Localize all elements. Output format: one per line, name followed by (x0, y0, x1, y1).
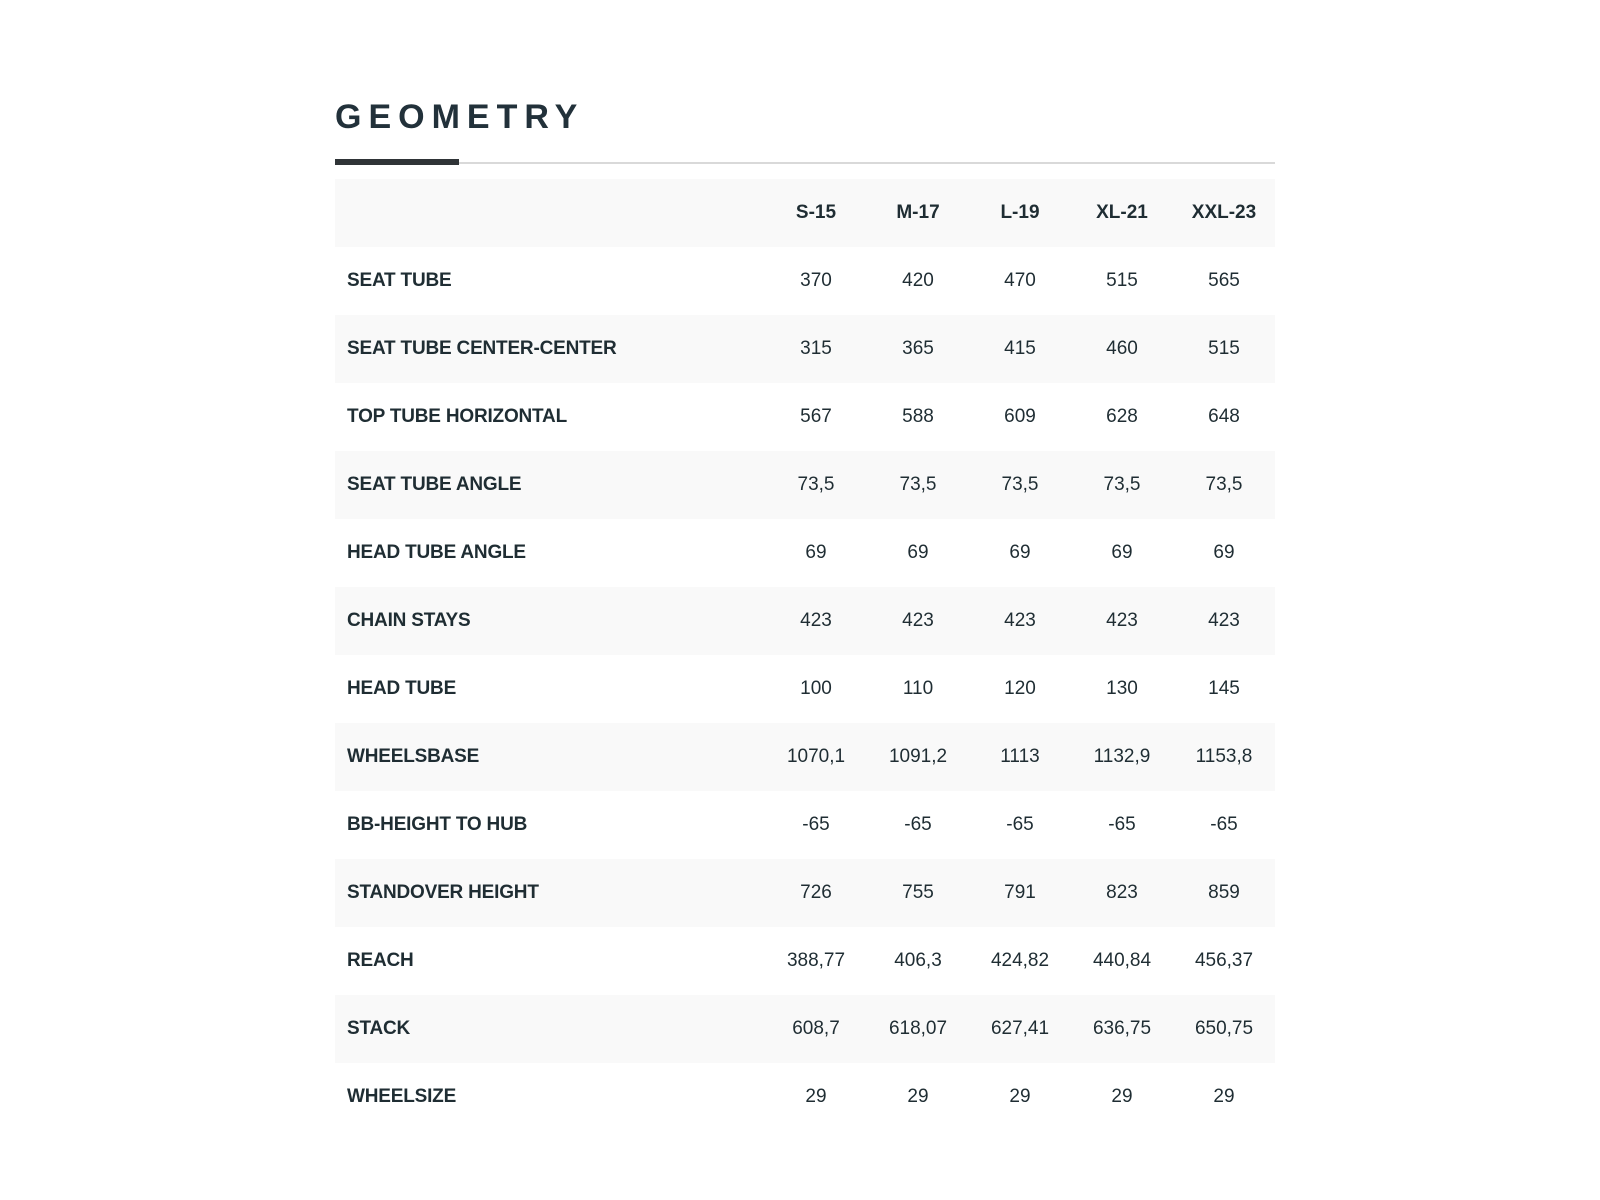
table-row (335, 995, 1275, 1063)
table-cell: 588 (902, 406, 934, 427)
table-cell: 73,5 (1103, 474, 1141, 495)
row-label: CHAIN STAYS (347, 610, 471, 631)
table-row (335, 519, 1275, 587)
table-cell: 406,3 (894, 950, 942, 971)
table-cell: 423 (902, 610, 934, 631)
table-cell: 440,84 (1092, 950, 1152, 971)
table-cell: 315 (800, 338, 832, 359)
table-cell: 791 (1004, 882, 1036, 903)
underline-track (335, 162, 1275, 164)
table-cell: 29 (805, 1086, 827, 1107)
table-cell: 73,5 (899, 474, 937, 495)
geometry-section (335, 92, 1275, 1131)
table-cell: 636,75 (1092, 1018, 1152, 1039)
table-row (335, 859, 1275, 927)
table-cell: 73,5 (1001, 474, 1039, 495)
table-cell: -65 (1108, 814, 1136, 835)
table-cell: 460 (1106, 338, 1138, 359)
table-cell: 69 (1111, 542, 1133, 563)
table-row (335, 383, 1275, 451)
table-cell: 69 (1009, 542, 1031, 563)
row-label: WHEELSBASE (347, 746, 480, 767)
column-header: M-17 (896, 202, 940, 223)
table-cell: 1153,8 (1195, 746, 1253, 767)
table-cell: 29 (1111, 1086, 1133, 1107)
table-header-row (335, 179, 1275, 247)
table-cell: 859 (1208, 882, 1240, 903)
table-cell: 628 (1106, 406, 1138, 427)
table-cell: 73,5 (1205, 474, 1243, 495)
table-row (335, 1063, 1275, 1131)
table-cell: 470 (1004, 270, 1036, 291)
table-cell: -65 (802, 814, 830, 835)
table-row (335, 655, 1275, 723)
table-cell: 618,07 (888, 1018, 948, 1039)
row-label: SEAT TUBE (347, 270, 452, 291)
table-cell: 29 (907, 1086, 929, 1107)
column-header: XL-21 (1096, 202, 1148, 223)
table-cell: 608,7 (792, 1018, 840, 1039)
table-cell: 29 (1213, 1086, 1235, 1107)
table-row (335, 451, 1275, 519)
table-row (335, 791, 1275, 859)
table-cell: -65 (1006, 814, 1034, 835)
table-cell: 823 (1106, 882, 1138, 903)
table-cell: 1091,2 (888, 746, 948, 767)
table-cell: 567 (800, 406, 832, 427)
row-label: HEAD TUBE ANGLE (347, 542, 526, 563)
title-underline (335, 159, 1275, 165)
table-cell: 424,82 (990, 950, 1050, 971)
table-cell: 648 (1208, 406, 1240, 427)
row-label: SEAT TUBE ANGLE (347, 474, 522, 495)
table-cell: 515 (1208, 338, 1240, 359)
table-cell: 29 (1009, 1086, 1031, 1107)
table-row (335, 723, 1275, 791)
table-cell: 423 (1004, 610, 1036, 631)
table-cell: 1070,1 (786, 746, 846, 767)
table-cell: 726 (800, 882, 832, 903)
table-cell: 73,5 (797, 474, 835, 495)
table-cell: 370 (800, 270, 832, 291)
row-label: SEAT TUBE CENTER-CENTER (347, 338, 617, 359)
table-cell: 110 (902, 678, 934, 699)
table-cell: 627,41 (990, 1018, 1050, 1039)
table-cell: 145 (1208, 678, 1240, 699)
column-header: L-19 (1000, 202, 1040, 223)
table-cell: 388,77 (786, 950, 846, 971)
column-header: S-15 (795, 202, 837, 223)
table-cell: 365 (902, 338, 934, 359)
row-label: STACK (347, 1018, 411, 1039)
table-cell: 456,37 (1194, 950, 1254, 971)
table-cell: 1113 (1000, 746, 1040, 767)
header-empty-cell (335, 179, 765, 247)
table-cell: 120 (1004, 678, 1036, 699)
table-cell: 423 (800, 610, 832, 631)
table-cell: -65 (1210, 814, 1238, 835)
row-label: TOP TUBE HORIZONTAL (347, 406, 567, 427)
table-cell: 755 (902, 882, 934, 903)
row-label: HEAD TUBE (347, 678, 457, 699)
table-cell: 650,75 (1194, 1018, 1254, 1039)
table-cell: 420 (902, 270, 934, 291)
underline-accent (335, 159, 459, 165)
table-cell: 130 (1106, 678, 1138, 699)
column-header: XXL-23 (1191, 202, 1257, 223)
table-cell: 100 (800, 678, 832, 699)
table-cell: 69 (805, 542, 827, 563)
table-cell: 609 (1004, 406, 1036, 427)
table-cell: -65 (904, 814, 932, 835)
table-row (335, 247, 1275, 315)
geometry-table (335, 179, 1275, 1131)
table-row (335, 927, 1275, 995)
row-label: BB-HEIGHT TO HUB (347, 814, 528, 835)
section-title: GEOMETRY (335, 98, 585, 136)
table-row (335, 587, 1275, 655)
table-cell: 69 (1213, 542, 1235, 563)
table-body (335, 247, 1275, 1131)
table-cell: 515 (1106, 270, 1138, 291)
row-label: STANDOVER HEIGHT (347, 882, 539, 903)
table-cell: 423 (1106, 610, 1138, 631)
table-cell: 1132,9 (1093, 746, 1151, 767)
table-cell: 415 (1004, 338, 1036, 359)
table-cell: 565 (1208, 270, 1240, 291)
table-row (335, 315, 1275, 383)
table-cell: 69 (907, 542, 929, 563)
row-label: WHEELSIZE (347, 1086, 457, 1107)
table-cell: 423 (1208, 610, 1240, 631)
row-label: REACH (347, 950, 414, 971)
